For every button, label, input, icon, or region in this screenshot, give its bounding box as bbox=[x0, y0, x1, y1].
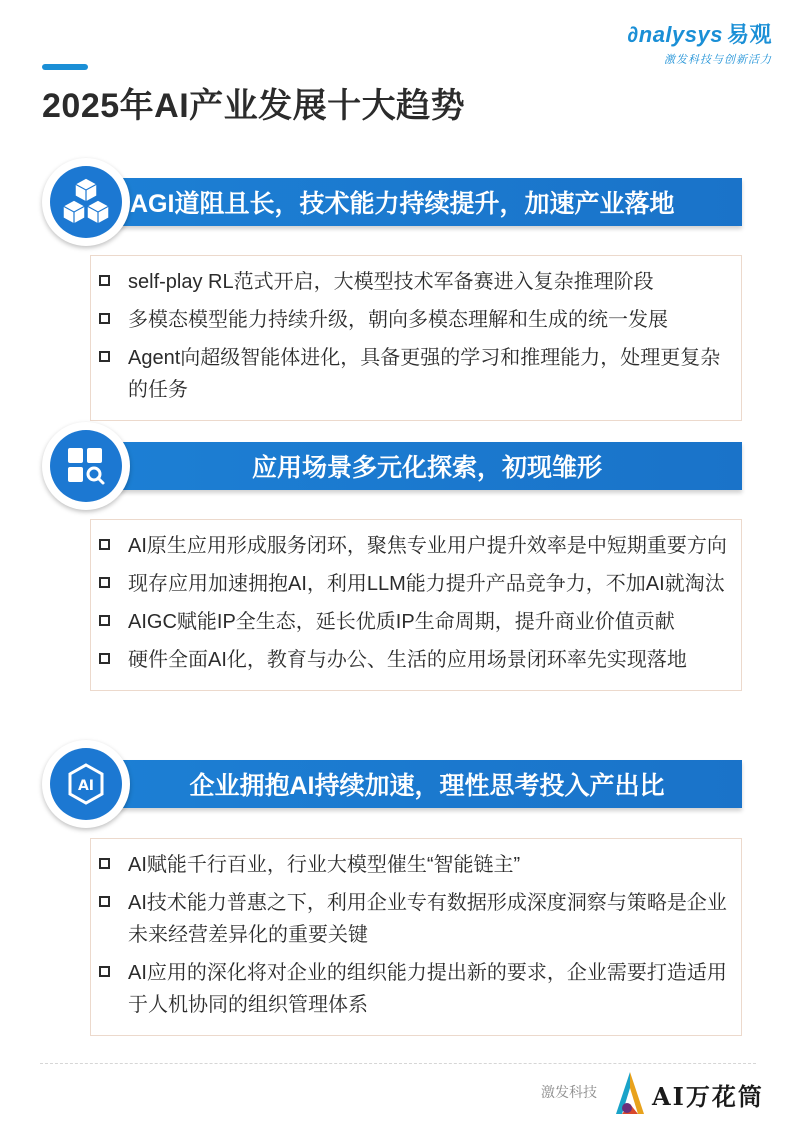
checkbox-bullet-icon bbox=[99, 313, 110, 324]
checkbox-bullet-icon bbox=[99, 896, 110, 907]
ai-chip-icon bbox=[64, 762, 108, 806]
list-item-text: AI赋能千行百业，行业大模型催生“智能链主” bbox=[128, 854, 521, 876]
checkbox-bullet-icon bbox=[99, 539, 110, 550]
app-grid-search-icon bbox=[66, 446, 106, 486]
list-item-text: 现存应用加速拥抱AI，利用LLM能力提升产品竞争力，不加AI就淘汰 bbox=[128, 573, 725, 595]
list-item-text: AI应用的深化将对企业的组织能力提出新的要求，企业需要打造适用于人机协同的组织管理体系 bbox=[128, 962, 727, 1016]
checkbox-bullet-icon bbox=[99, 653, 110, 664]
list-item-text: self-play RL范式开启，大模型技术军备赛进入复杂推理阶段 bbox=[128, 271, 654, 293]
list-item-text: AI技术能力普惠之下，利用企业专有数据形成深度洞察与策略是企业未来经营差异化的重要关键 bbox=[128, 892, 727, 946]
list-item bbox=[99, 530, 729, 562]
analysys-logo bbox=[627, 18, 772, 67]
cubes-icon bbox=[59, 175, 113, 229]
footer-logo bbox=[612, 1070, 764, 1118]
checkbox-bullet-icon bbox=[99, 615, 110, 626]
list-item bbox=[99, 606, 729, 638]
section-icon-circle bbox=[42, 740, 130, 828]
section-heading: 企业拥抱AI持续加速，理性思考投入产出比 bbox=[189, 772, 665, 800]
footer-brand: AI万花筒 bbox=[652, 1081, 764, 1111]
list-item-text: AI原生应用形成服务闭环，聚焦专业用户提升效率是中短期重要方向 bbox=[128, 535, 727, 557]
footer-divider bbox=[40, 1063, 756, 1064]
logo-brand-cn: 易观 bbox=[726, 22, 772, 47]
list-item bbox=[99, 266, 729, 298]
section-icon-circle bbox=[42, 158, 130, 246]
list-item bbox=[99, 644, 729, 676]
checkbox-bullet-icon bbox=[99, 275, 110, 286]
list-item bbox=[99, 957, 729, 1021]
logo-brand-text: nalysys bbox=[638, 22, 723, 47]
footer-text: 激发科技 bbox=[541, 1084, 597, 1100]
list-item-text: AIGC赋能IP全生态，延长优质IP生命周期，提升商业价值贡献 bbox=[128, 611, 675, 633]
list-item bbox=[99, 304, 729, 336]
section-items-box bbox=[90, 519, 742, 691]
section-heading-banner bbox=[112, 178, 742, 226]
checkbox-bullet-icon bbox=[99, 577, 110, 588]
section-items-box bbox=[90, 838, 742, 1036]
page-title: 2025年AI产业发展十大趋势 bbox=[42, 87, 466, 125]
svg-text:AI: AI bbox=[77, 778, 95, 794]
section-icon-circle bbox=[42, 422, 130, 510]
checkbox-bullet-icon bbox=[99, 858, 110, 869]
section-items-box bbox=[90, 255, 742, 421]
checkbox-bullet-icon bbox=[99, 966, 110, 977]
kaleidoscope-logo-icon bbox=[612, 1070, 648, 1118]
logo-slogan: 激发科技与创新活力 bbox=[664, 54, 772, 66]
list-item bbox=[99, 342, 729, 406]
list-item bbox=[99, 887, 729, 951]
list-item bbox=[99, 568, 729, 600]
logo-brand-prefix: ∂ bbox=[627, 22, 639, 47]
section-heading: 应用场景多元化探索，初现雏形 bbox=[251, 454, 602, 482]
list-item-text: 多模态模型能力持续升级，朝向多模态理解和生成的统一发展 bbox=[128, 309, 668, 331]
title-accent-bar bbox=[42, 64, 88, 70]
list-item bbox=[99, 849, 729, 881]
list-item-text: 硬件全面AI化，教育与办公、生活的应用场景闭环率先实现落地 bbox=[128, 649, 687, 671]
section-heading-banner bbox=[112, 442, 742, 490]
checkbox-bullet-icon bbox=[99, 351, 110, 362]
list-item-text: Agent向超级智能体进化，具备更强的学习和推理能力，处理更复杂的任务 bbox=[128, 347, 721, 401]
logo-brand bbox=[627, 18, 772, 49]
section-heading: AGI道阻且长，技术能力持续提升，加速产业落地 bbox=[130, 190, 675, 218]
section-heading-banner bbox=[112, 760, 742, 808]
